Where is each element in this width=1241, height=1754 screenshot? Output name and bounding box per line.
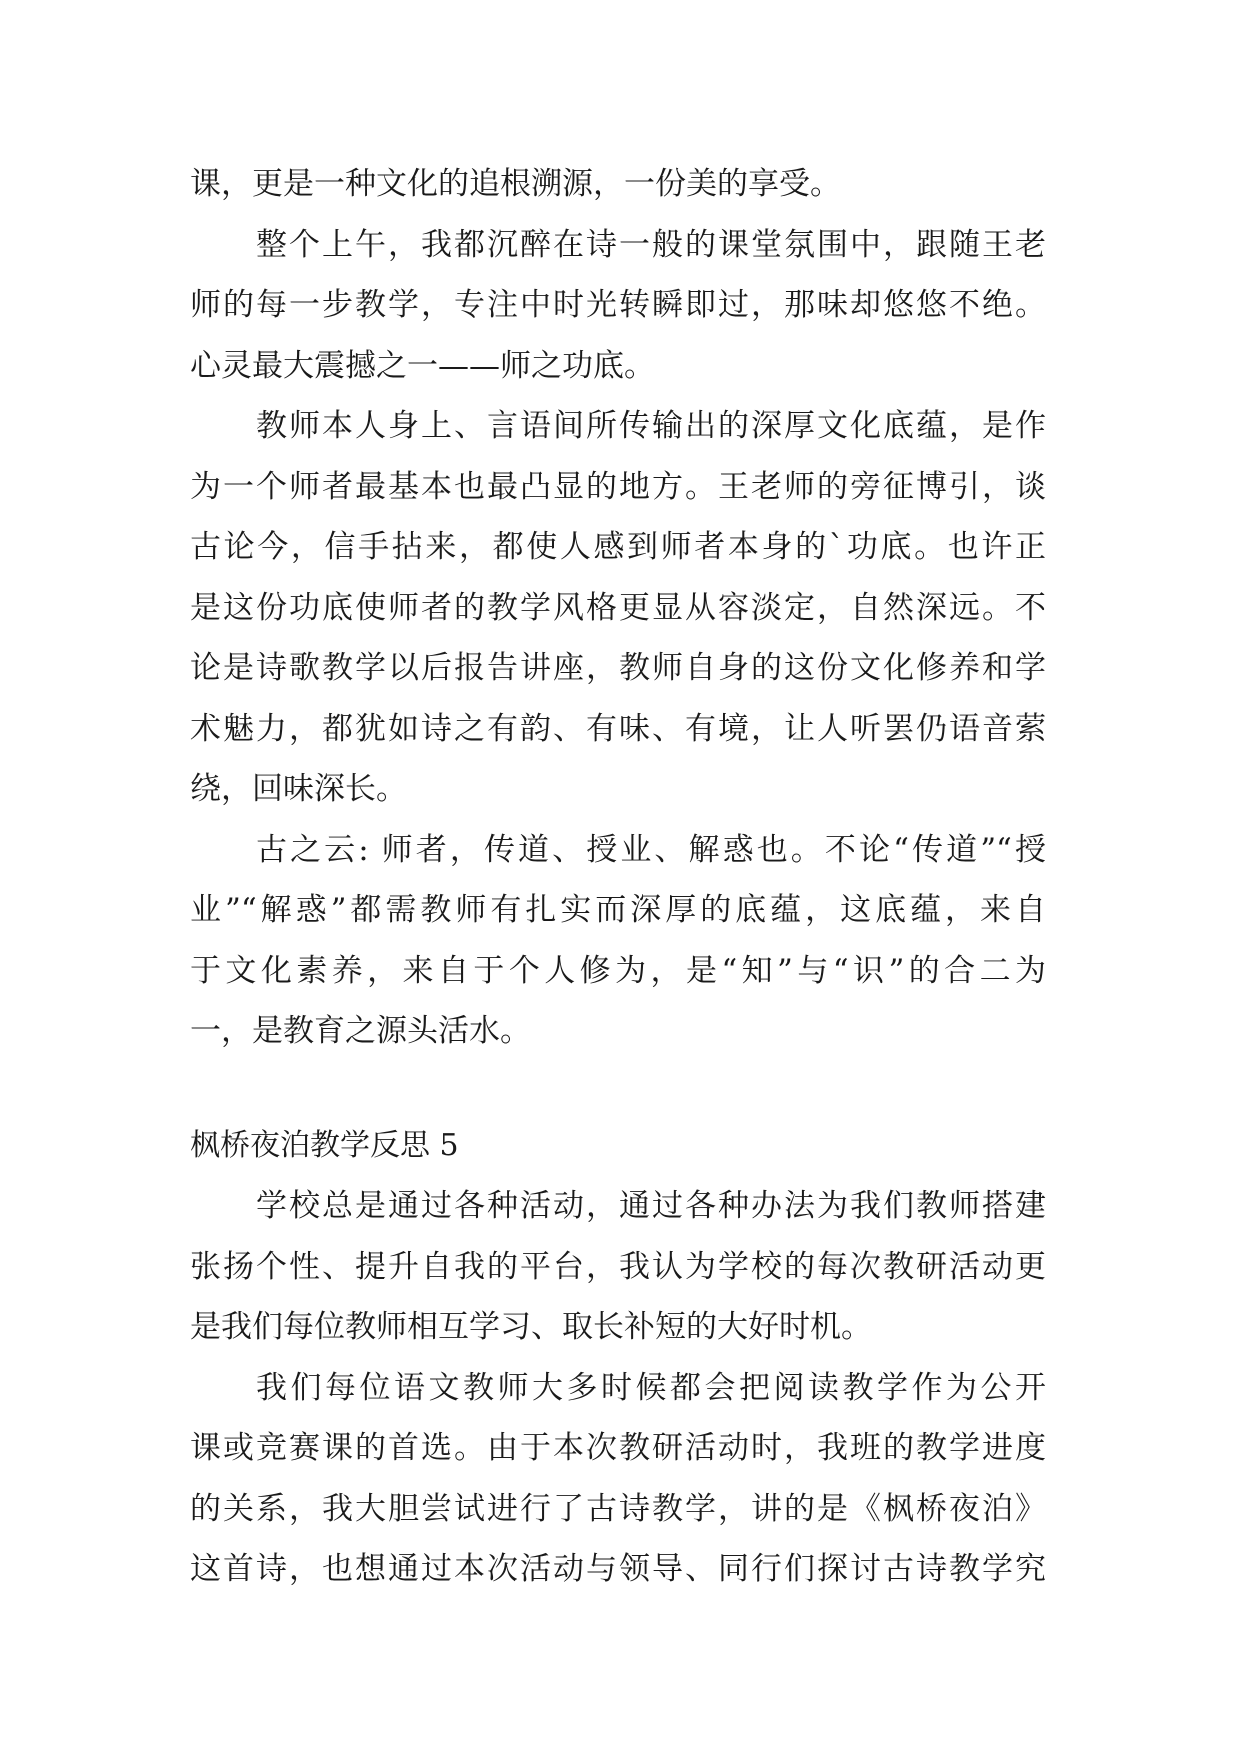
text-line: 古论今，信手拈来，都使人感到师者本身的`功底。也许正 [190, 529, 1046, 565]
text-line: 是我们每位教师相互学习、取长补短的大好时机。 [190, 1309, 872, 1345]
text-line: 我们每位语文教师大多时候都会把阅读教学作为公开 [256, 1369, 1046, 1406]
text-line: 是这份功底使师者的教学风格更显从容淡定，自然深远。不 [190, 589, 1046, 626]
text-line: 绕，回味深长。 [190, 771, 407, 807]
text-line: 心灵最大震撼之一——师之功底。 [190, 347, 655, 384]
document-page [190, 154, 1046, 1600]
text-line: 为一个师者最基本也最凸显的地方。王老师的旁征博引，谈 [190, 468, 1046, 505]
paragraph-6 [190, 1358, 1046, 1600]
text-line: 一，是教育之源头活水。 [190, 1013, 531, 1049]
text-line: 课，更是一种文化的追根溯源，一份美的享受。 [190, 166, 841, 202]
text-line: 术魅力，都犹如诗之有韵、有味、有境，让人听罢仍语音萦 [190, 710, 1046, 747]
section-title: 枫桥夜泊教学反思 5 [190, 1127, 459, 1163]
text-line: 学校总是通过各种活动，通过各种办法为我们教师搭建 [256, 1188, 1046, 1224]
text-line: 师的每一步教学，专注中时光转瞬即过，那味却悠悠不绝。 [190, 287, 1046, 323]
text-line: 论是诗歌教学以后报告讲座，教师自身的这份文化修养和学 [190, 650, 1046, 686]
text-line: 于文化素养，来自于个人修为，是“知”与“识”的合二为 [190, 952, 1046, 989]
text-line: 古之云: 师者，传道、授业、解惑也。不论“传道”“授 [256, 831, 1046, 868]
text-line: 张扬个性、提升自我的平台，我认为学校的每次教研活动更 [190, 1248, 1046, 1285]
text-line: 整个上午，我都沉醉在诗一般的课堂氛围中，跟随王老 [256, 226, 1046, 263]
text-line: 教师本人身上、言语间所传输出的深厚文化底蕴，是作 [256, 408, 1046, 444]
text-line: 业”“解惑”都需教师有扎实而深厚的底蕴，这底蕴，来自 [190, 892, 1046, 928]
paragraph-1 [190, 154, 1046, 215]
paragraph-5 [190, 1176, 1046, 1358]
section-gap [190, 1062, 1046, 1116]
text-line: 课或竞赛课的首选。由于本次教研活动时，我班的教学进度 [190, 1430, 1046, 1466]
paragraph-4 [190, 820, 1046, 1062]
paragraph-3 [190, 396, 1046, 820]
paragraph-2 [190, 215, 1046, 397]
text-line: 这首诗，也想通过本次活动与领导、同行们探讨古诗教学究 [190, 1551, 1046, 1587]
text-line: 的关系，我大胆尝试进行了古诗教学，讲的是《枫桥夜泊》 [190, 1490, 1046, 1527]
